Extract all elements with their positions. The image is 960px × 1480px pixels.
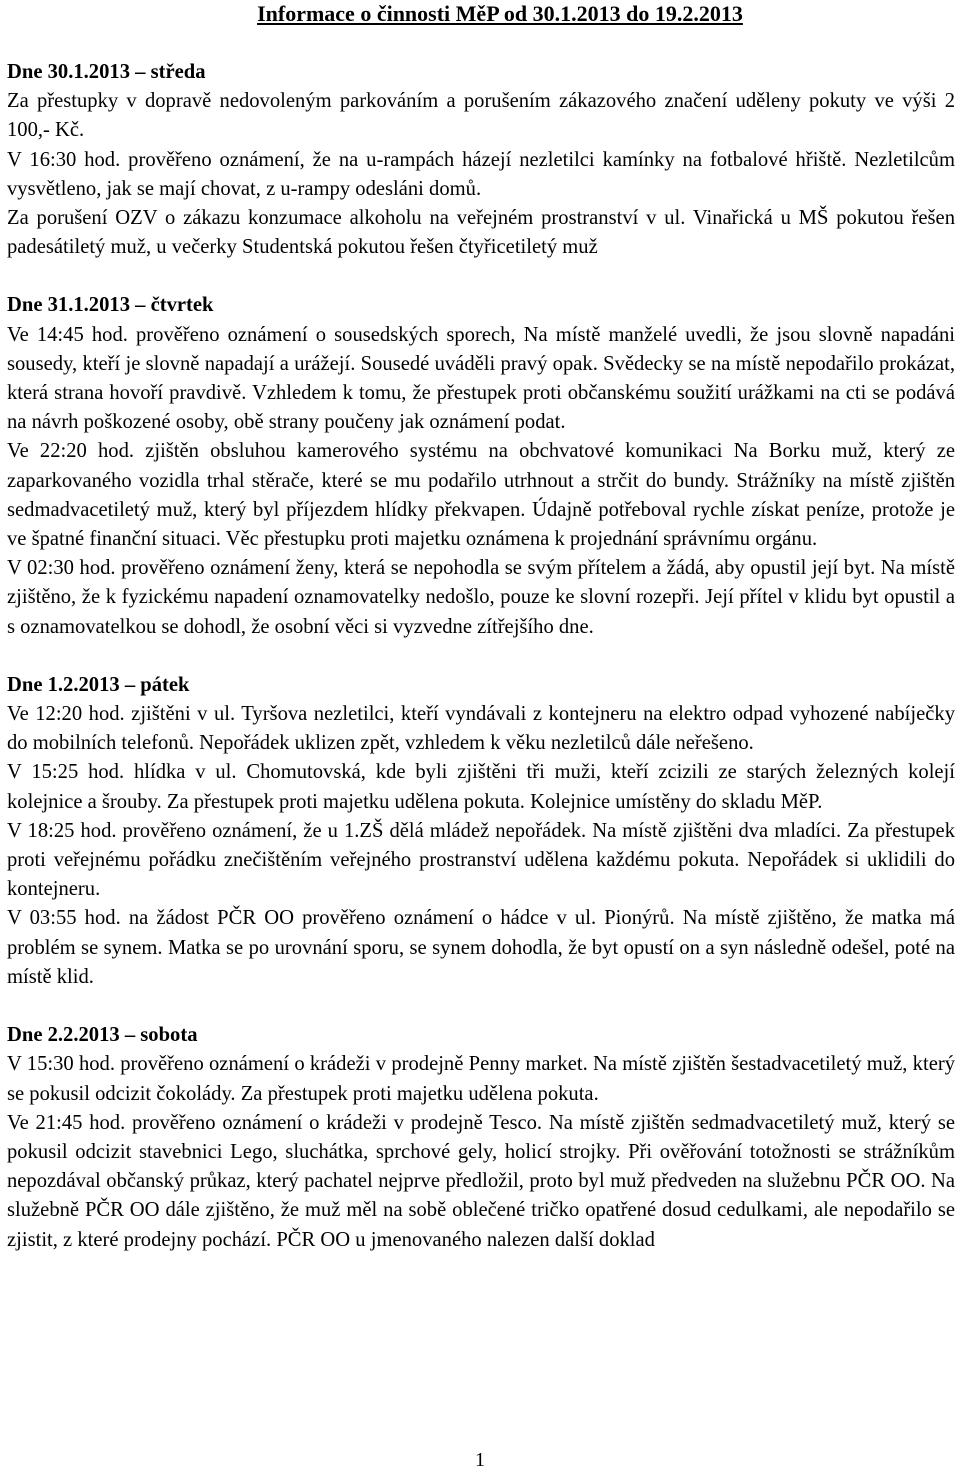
- day-section: [7, 291, 955, 641]
- report-entry: Za přestupky v dopravě nedovoleným parkováním a porušením zákazového značení uděleny pokuty ve výši 2 100,- Kč.: [7, 90, 955, 142]
- report-entry: V 02:30 hod. prověřeno oznámení ženy, která se nepohodla se svým přítelem a žádá, aby opustil její byt. Na místě zjištěno, že k fyzickému napadení oznamovatelky nedošlo, pouze ke slovní rozepři. Její přítel v klidu byt opustil a s oznamovatelkou se dohodl, že osobní věci si vyzvedne zítřejšího dne.: [7, 557, 955, 638]
- day-section: [7, 671, 955, 992]
- report-entry: Ve 14:45 hod. prověřeno oznámení o sousedských sporech, Na místě manželé uvedli, že jsou slovně napadáni sousedy, kteří je slovně napadají a urážejí. Sousedé uváděli pravý opak. Svědecky se na místě nepodařilo prokázat, která strana hovoří pravdivě. Vzhledem k tomu, že přestupek proti občanskému soužití urážkami na cti se podává na návrh poškozené osoby, obě strany poučeny jak oznámení podat.: [7, 323, 955, 434]
- day-heading: Dne 30.1.2013 – středa: [7, 61, 206, 83]
- day-section: [7, 58, 955, 262]
- report-entry: V 15:25 hod. hlídka v ul. Chomutovská, kde byli zjištěni tři muži, kteří zcizili ze starých železných kolejí kolejnice a šrouby. Za přestupek proti majetku udělena pokuta. Kolejnice umístěny do skladu MěP.: [7, 761, 955, 813]
- day-heading: Dne 1.2.2013 – pátek: [7, 673, 190, 696]
- report-entry: V 16:30 hod. prověřeno oznámení, že na u-rampách házejí nezletilci kamínky na fotbalové hřiště. Nezletilcům vysvětleno, jak se mají chovat, z u-rampy odesláni domů.: [7, 148, 955, 200]
- document-body: [7, 58, 955, 1255]
- day-heading: Dne 2.2.2013 – sobota: [7, 1024, 198, 1047]
- day-section: [7, 1021, 955, 1255]
- document-title: Informace o činnosti MěP od 30.1.2013 do 19.2.2013: [257, 1, 743, 26]
- page-number: 1: [475, 1449, 485, 1471]
- report-entry: V 03:55 hod. na žádost PČR OO prověřeno oznámení o hádce v ul. Pionýrů. Na místě zjištěno, že matka má problém se synem. Matka se po urovnání sporu, se synem dohodla, že byt opustí on a syn následně odešel, poté na místě klid.: [7, 907, 955, 988]
- report-entry: V 15:30 hod. prověřeno oznámení o krádeži v prodejně Penny market. Na místě zjištěn šestadvacetiletý muž, který se pokusil odcizit čokolády. Za přestupek proti majetku udělena pokuta.: [7, 1053, 955, 1105]
- report-entry: Za porušení OZV o zákazu konzumace alkoholu na veřejném prostranství v ul. Vinařická u MŠ pokutou řešen padesátiletý muž, u večerky Studentská pokutou řešen čtyřicetiletý muž: [7, 207, 955, 259]
- report-entry: V 18:25 hod. prověřeno oznámení, že u 1.ZŠ dělá mládež nepořádek. Na místě zjištěni dva mladíci. Za přestupek proti veřejnému pořádku znečištěním veřejného prostranství udělena každému pokuta. Nepořádek si uklidili do kontejneru.: [7, 819, 955, 901]
- day-heading: Dne 31.1.2013 – čtvrtek: [7, 294, 214, 317]
- report-entry: Ve 21:45 hod. prověřeno oznámení o krádeži v prodejně Tesco. Na místě zjištěn sedmadvacetiletý muž, který se pokusil odcizit stavebnici Lego, sluchátka, sprchové gely, holicí strojky. Při ověřování totožnosti se strážníkům nepozdával občanský průkaz, který pachatel nejprve předložil, proto byl muž předveden na služebnu PČR OO. Na služebně PČR OO dále zjištěno, že muž měl na sobě oblečené tričko opatřené dosud cedulkami, ale nepodařilo se zjistit, z které prodejny pochází. PČR OO u jmenovaného nalezen další doklad: [7, 1111, 955, 1251]
- report-entry: Ve 12:20 hod. zjištěni v ul. Tyršova nezletilci, kteří vyndávali z kontejneru na elektro odpad vyhozené nabíječky do mobilních telefonů. Nepořádek uklizen zpět, vzhledem k věku nezletilců dále neřešeno.: [7, 703, 955, 755]
- report-entry: Ve 22:20 hod. zjištěn obsluhou kamerového systému na obchvatové komunikaci Na Borku muž, který ze zaparkovaného vozidla trhal stěrače, které se mu podařilo utrhnout a strčit do bundy. Strážníky na místě zjištěn sedmadvacetiletý muž, který byl příjezdem hlídky překvapen. Údajně potřeboval rychle získat peníze, protože je ve špatné finanční situaci. Věc přestupku proti majetku oznámena k projednání správnímu orgánu.: [7, 440, 955, 551]
